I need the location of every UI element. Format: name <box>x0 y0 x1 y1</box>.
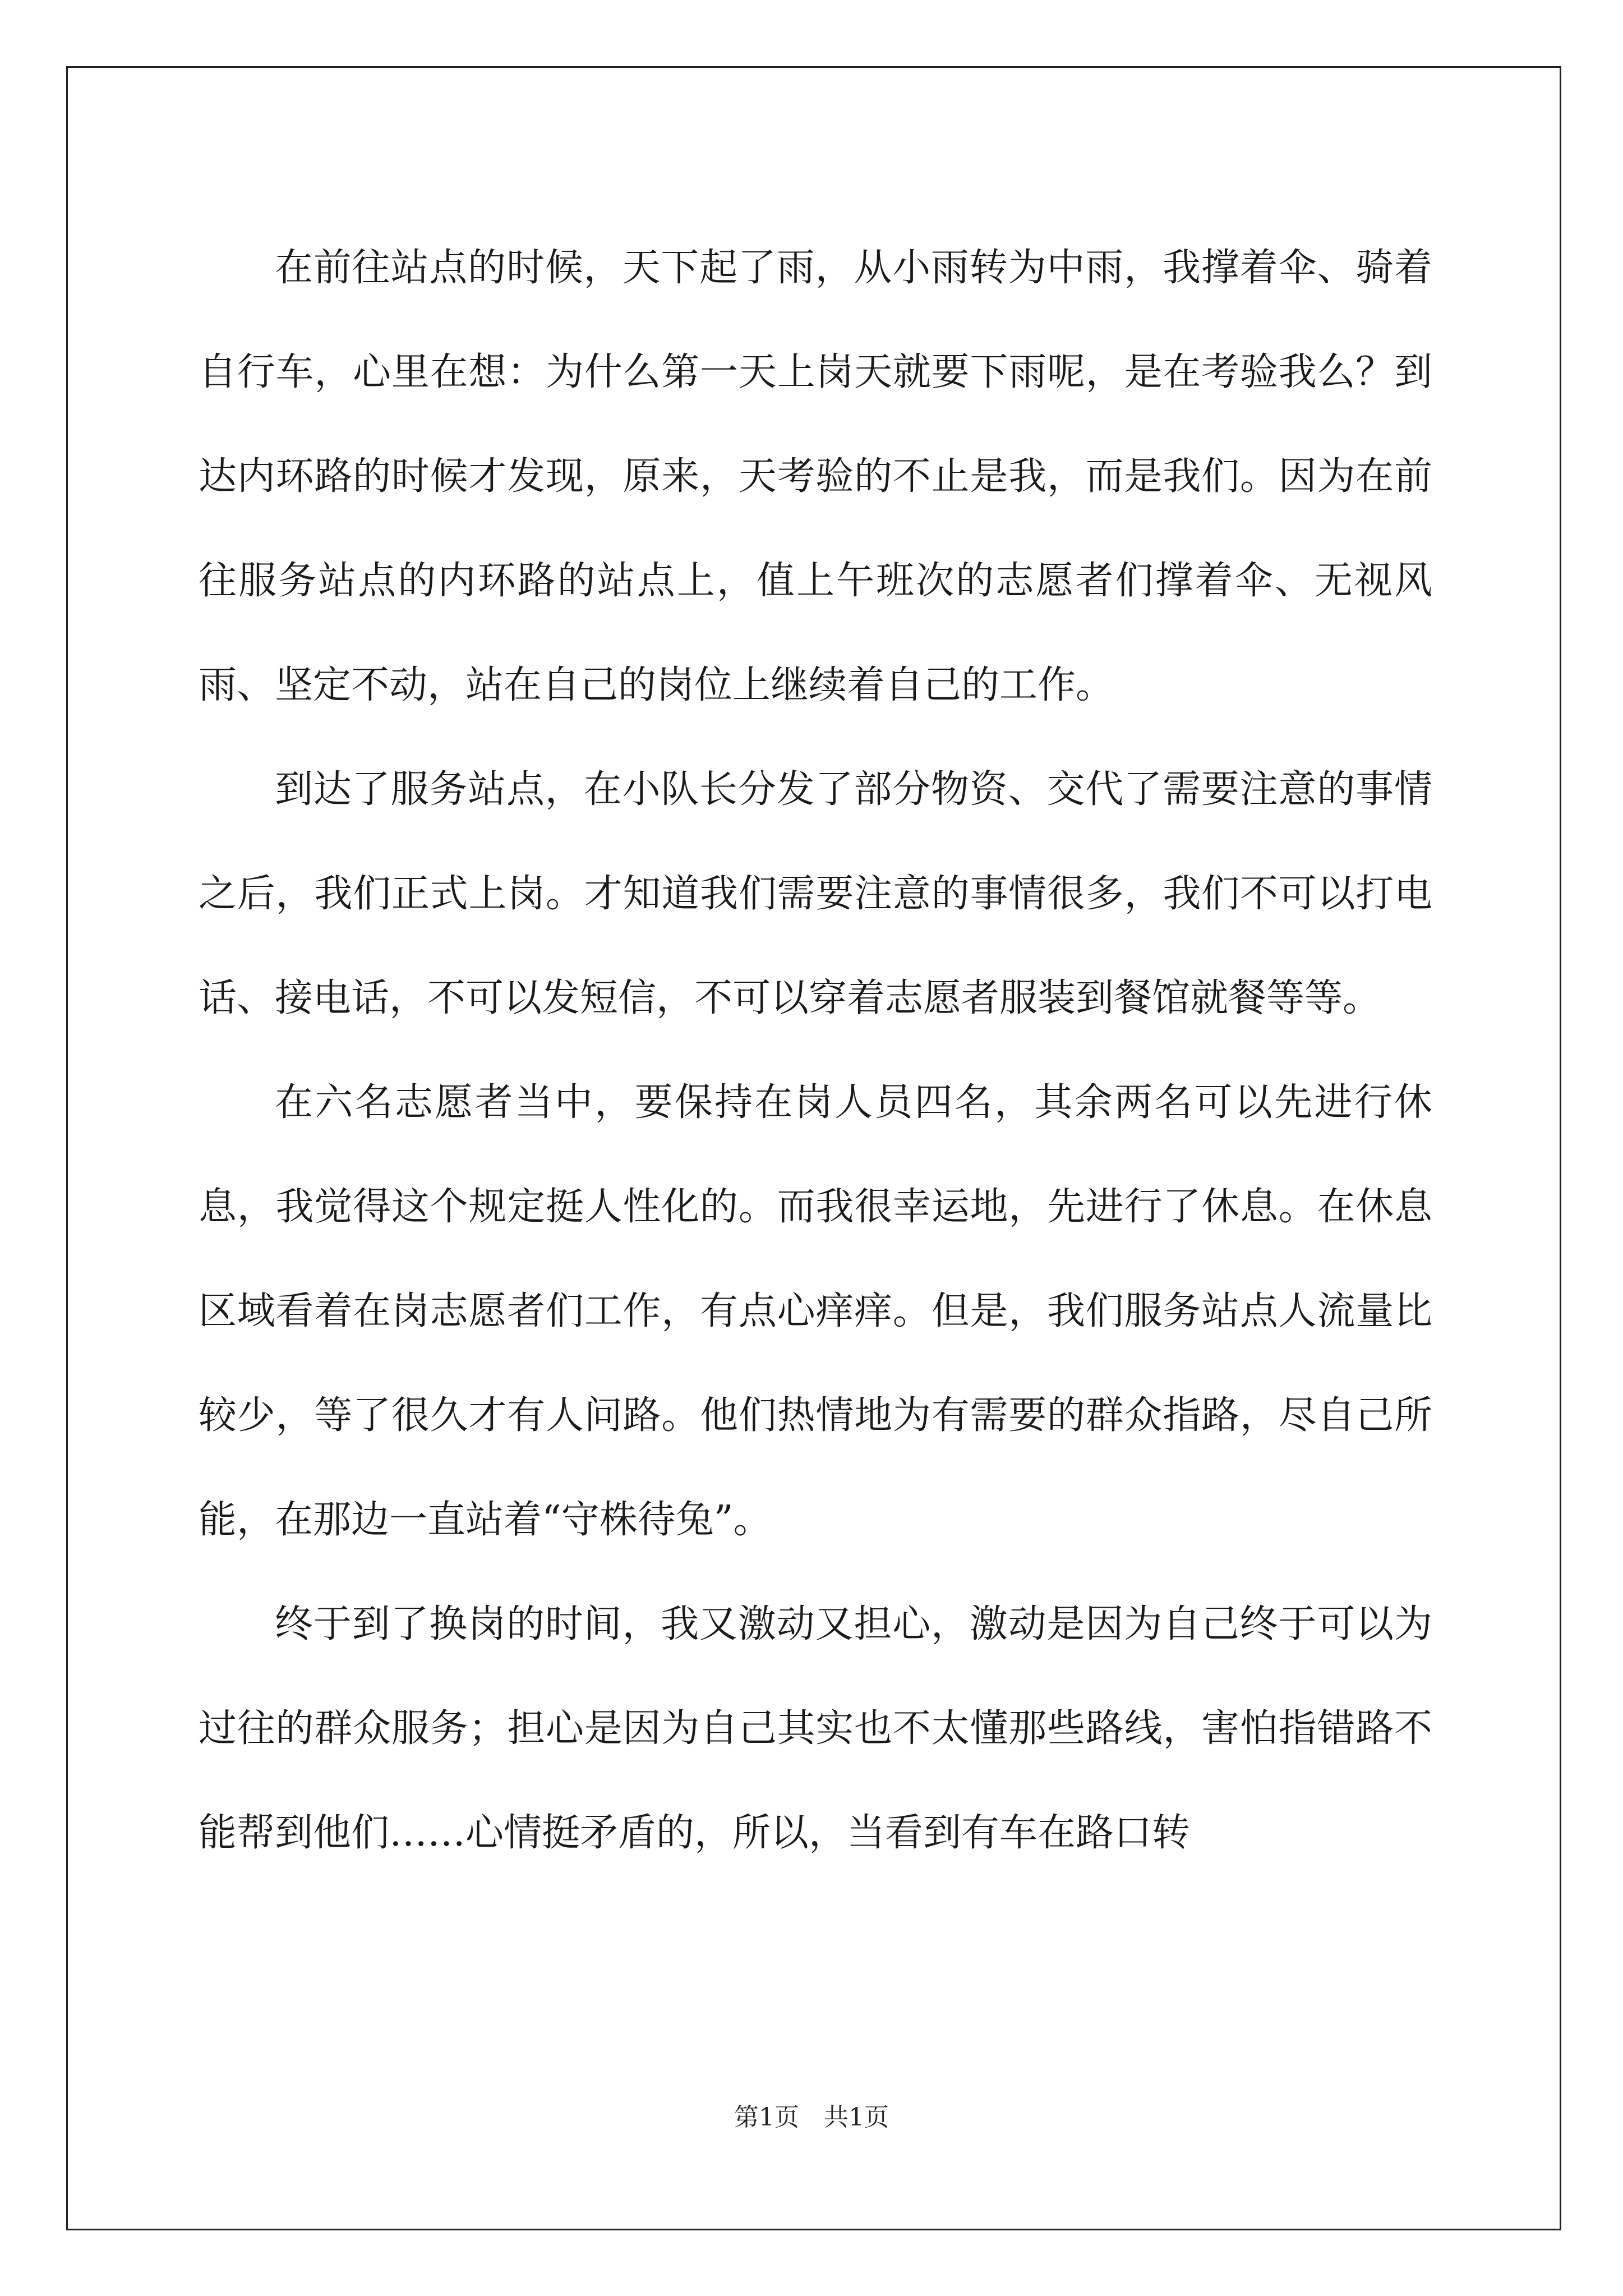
page-number-footer: 第1页 共1页 <box>734 2103 889 2132</box>
paragraph-3: 在六名志愿者当中，要保持在岗人员四名，其余两名可以先进行休息，我觉得这个规定挺人性化的。而我很幸运地，先进行了休息。在休息区域看着在岗志愿者们工作，有点心痒痒。但是，我们服务站点人流量比较少，等了很久才有人问路。他们热情地为有需要的群众指路，尽自己所能，在那边一直站着“守株待兔”。 <box>199 1080 1432 1542</box>
paragraph-4: 终于到了换岗的时间，我又激动又担心，激动是因为自己终于可以为过往的群众服务；担心是因为自己其实也不太懂那些路线，害怕指错路不能帮到他们……心情挺矛盾的，所以，当看到有车在路口转 <box>199 1602 1432 1855</box>
paragraph-1: 在前往站点的时候，天下起了雨，从小雨转为中雨，我撑着伞、骑着自行车，心里在想：为什么第一天上岗天就要下雨呢，是在考验我么？到达内环路的时候才发现，原来，天考验的不止是我，而是我们。因为在前往服务站点的内环路的站点上，值上午班次的志愿者们撑着伞、无视风雨、坚定不动，站在自己的岗位上继续着自己的工作。 <box>199 246 1432 707</box>
document-body <box>199 216 1432 1885</box>
paragraph-2: 到达了服务站点，在小队长分发了部分物资、交代了需要注意的事情之后，我们正式上岗。才知道我们需要注意的事情很多，我们不可以打电话、接电话，不可以发短信，不可以穿着志愿者服装到餐馆就餐等等。 <box>199 767 1432 1020</box>
